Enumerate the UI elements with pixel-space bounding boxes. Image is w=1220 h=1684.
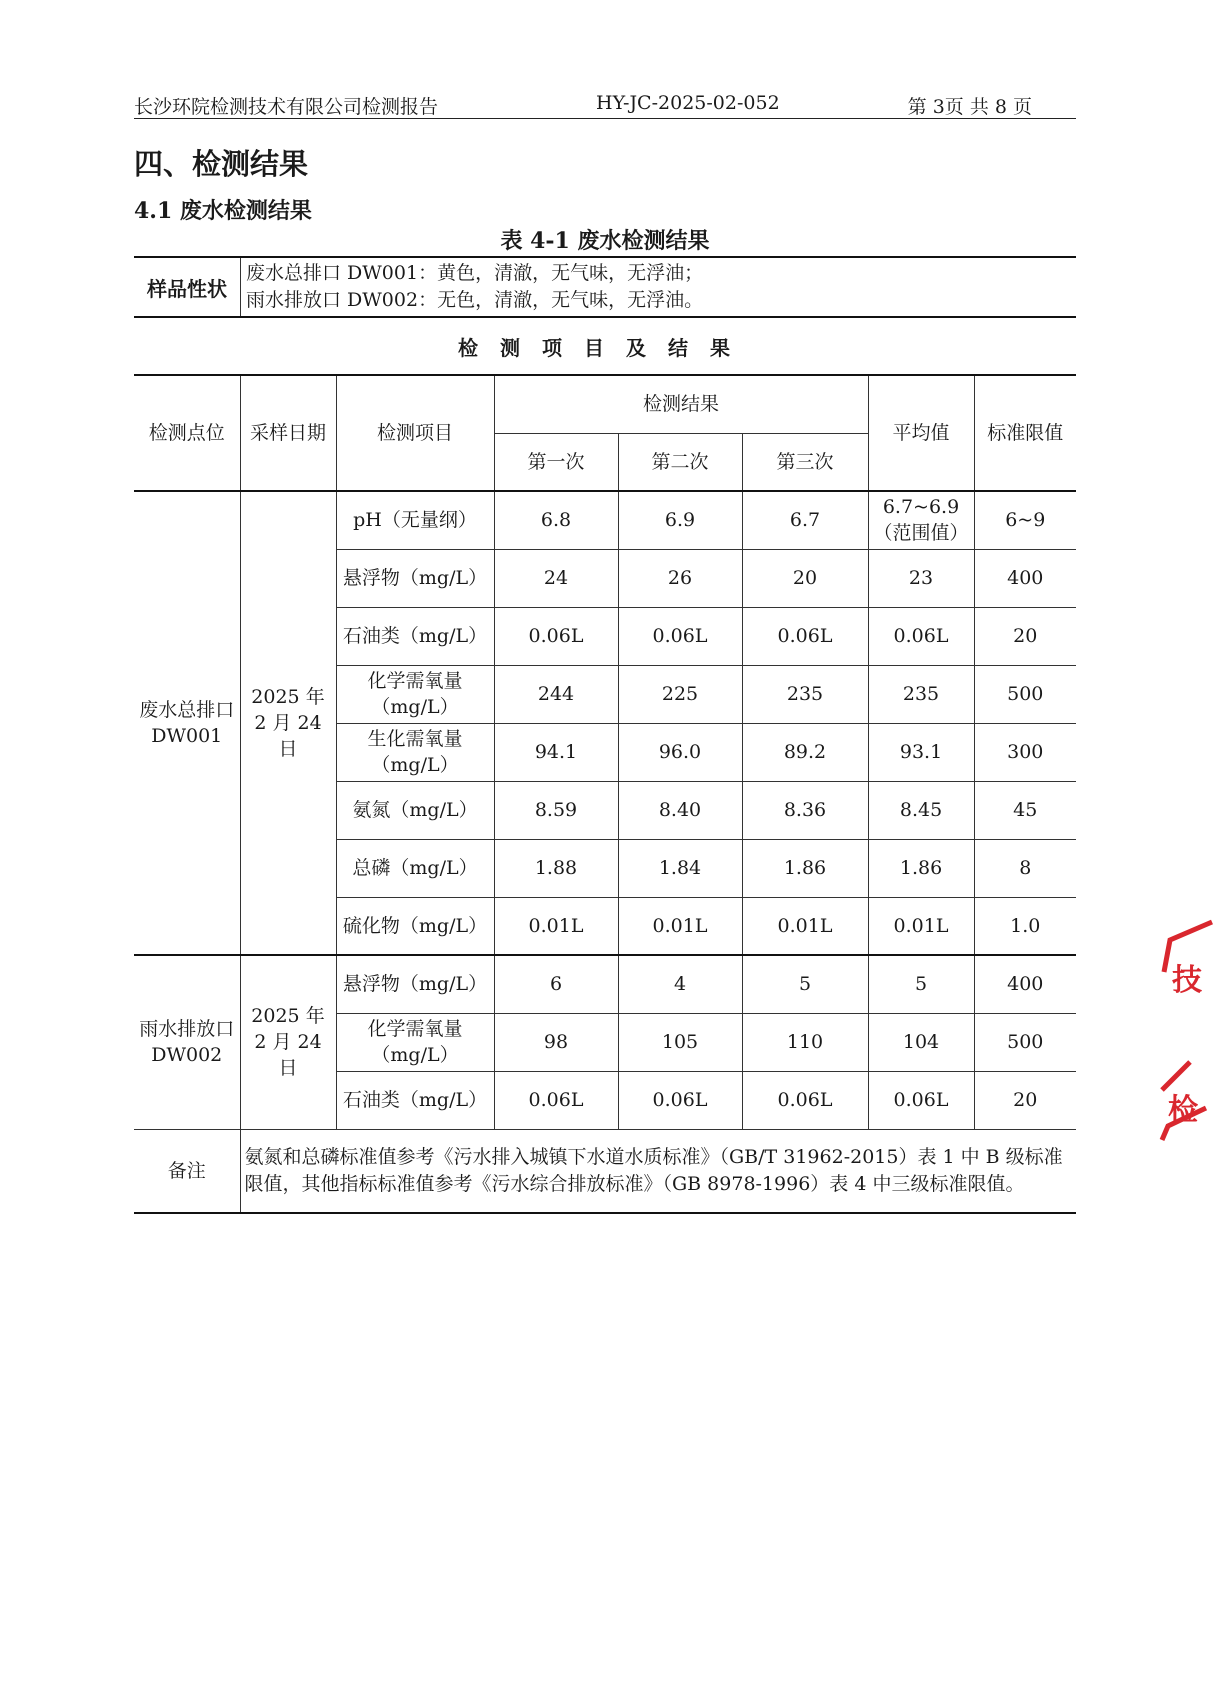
average-cell: 1.86 bbox=[868, 839, 974, 897]
result-third-cell: 8.36 bbox=[742, 781, 868, 839]
subsection-title: 4.1 废水检测结果 bbox=[134, 198, 312, 224]
sample-line-dw002: 雨水排放口 DW002：无色，清澈，无气味，无浮油。 bbox=[246, 289, 704, 311]
col-results-group: 检测结果 bbox=[494, 375, 868, 433]
average-cell: 0.06L bbox=[868, 1071, 974, 1129]
result-first-cell: 0.06L bbox=[494, 1071, 618, 1129]
result-third-cell: 0.01L bbox=[742, 897, 868, 955]
page-header bbox=[134, 92, 1076, 119]
result-third-cell: 6.7 bbox=[742, 491, 868, 549]
average-cell: 235 bbox=[868, 665, 974, 723]
result-second-cell: 6.9 bbox=[618, 491, 742, 549]
report-code: HY-JC-2025-02-052 bbox=[596, 92, 780, 114]
result-third-cell: 235 bbox=[742, 665, 868, 723]
result-first-cell: 8.59 bbox=[494, 781, 618, 839]
result-second-cell: 26 bbox=[618, 549, 742, 607]
col-average: 平均值 bbox=[868, 375, 974, 491]
result-first-cell: 1.88 bbox=[494, 839, 618, 897]
limit-cell: 300 bbox=[974, 723, 1076, 781]
svg-text:技: 技 bbox=[1172, 963, 1202, 998]
result-third-cell: 20 bbox=[742, 549, 868, 607]
col-date: 采样日期 bbox=[240, 375, 336, 491]
section-title: 四、检测结果 bbox=[134, 147, 309, 181]
average-cell: 104 bbox=[868, 1013, 974, 1071]
result-second-cell: 96.0 bbox=[618, 723, 742, 781]
result-second-cell: 1.84 bbox=[618, 839, 742, 897]
date-cell: 2025 年 2 月 24 日 bbox=[240, 491, 336, 955]
result-second-cell: 0.01L bbox=[618, 897, 742, 955]
date-cell: 2025 年 2 月 24 日 bbox=[240, 955, 336, 1129]
average-cell: 6.7~6.9（范围值） bbox=[868, 491, 974, 549]
item-cell: 硫化物（mg/L） bbox=[336, 897, 494, 955]
result-second-cell: 225 bbox=[618, 665, 742, 723]
limit-cell: 45 bbox=[974, 781, 1076, 839]
result-second-cell: 4 bbox=[618, 955, 742, 1013]
result-third-cell: 110 bbox=[742, 1013, 868, 1071]
item-cell: 总磷（mg/L） bbox=[336, 839, 494, 897]
result-first-cell: 0.06L bbox=[494, 607, 618, 665]
average-cell: 93.1 bbox=[868, 723, 974, 781]
notes-text: 氨氮和总磷标准值参考《污水排入城镇下水道水质标准》（GB/T 31962-2015）表 1 中 B 级标准限值，其他指标标准值参考《污水综合排放标准》（GB 8978-1996）表 4 中三级标准限值。 bbox=[240, 1129, 1076, 1213]
col-location: 检测点位 bbox=[134, 375, 240, 491]
table-row bbox=[134, 955, 1076, 1013]
item-cell: 化学需氧量（mg/L） bbox=[336, 1013, 494, 1071]
result-second-cell: 0.06L bbox=[618, 607, 742, 665]
sample-properties-text bbox=[246, 260, 703, 314]
result-third-cell: 1.86 bbox=[742, 839, 868, 897]
items-heading: 检测项目及结果 bbox=[458, 336, 752, 360]
col-item: 检测项目 bbox=[336, 375, 494, 491]
item-cell: 化学需氧量（mg/L） bbox=[336, 665, 494, 723]
result-first-cell: 6.8 bbox=[494, 491, 618, 549]
item-cell: 悬浮物（mg/L） bbox=[336, 955, 494, 1013]
result-first-cell: 244 bbox=[494, 665, 618, 723]
col-third: 第三次 bbox=[742, 433, 868, 491]
red-seal-stamp bbox=[1160, 912, 1220, 1140]
limit-cell: 500 bbox=[974, 665, 1076, 723]
limit-cell: 1.0 bbox=[974, 897, 1076, 955]
sample-properties bbox=[134, 256, 1076, 318]
result-first-cell: 98 bbox=[494, 1013, 618, 1071]
result-second-cell: 105 bbox=[618, 1013, 742, 1071]
limit-cell: 400 bbox=[974, 549, 1076, 607]
average-cell: 0.01L bbox=[868, 897, 974, 955]
company-name: 长沙环院检测技术有限公司检测报告 bbox=[134, 96, 439, 118]
table-caption: 表 4-1 废水检测结果 bbox=[500, 228, 710, 254]
result-first-cell: 24 bbox=[494, 549, 618, 607]
limit-cell: 20 bbox=[974, 1071, 1076, 1129]
result-third-cell: 89.2 bbox=[742, 723, 868, 781]
location-cell: 废水总排口 DW001 bbox=[134, 491, 240, 955]
result-second-cell: 8.40 bbox=[618, 781, 742, 839]
item-cell: 悬浮物（mg/L） bbox=[336, 549, 494, 607]
col-second: 第二次 bbox=[618, 433, 742, 491]
item-cell: 氨氮（mg/L） bbox=[336, 781, 494, 839]
result-first-cell: 6 bbox=[494, 955, 618, 1013]
limit-cell: 20 bbox=[974, 607, 1076, 665]
limit-cell: 500 bbox=[974, 1013, 1076, 1071]
average-cell: 8.45 bbox=[868, 781, 974, 839]
result-third-cell: 5 bbox=[742, 955, 868, 1013]
col-limit: 标准限值 bbox=[974, 375, 1076, 491]
result-second-cell: 0.06L bbox=[618, 1071, 742, 1129]
notes-label: 备注 bbox=[134, 1129, 240, 1213]
limit-cell: 6~9 bbox=[974, 491, 1076, 549]
result-first-cell: 94.1 bbox=[494, 723, 618, 781]
result-third-cell: 0.06L bbox=[742, 607, 868, 665]
item-cell: 石油类（mg/L） bbox=[336, 607, 494, 665]
results-table bbox=[134, 374, 1076, 1214]
result-third-cell: 0.06L bbox=[742, 1071, 868, 1129]
result-first-cell: 0.01L bbox=[494, 897, 618, 955]
location-cell: 雨水排放口 DW002 bbox=[134, 955, 240, 1129]
average-cell: 5 bbox=[868, 955, 974, 1013]
item-cell: 石油类（mg/L） bbox=[336, 1071, 494, 1129]
sample-line-dw001: 废水总排口 DW001：黄色，清澈，无气味，无浮油； bbox=[246, 262, 704, 284]
item-cell: 生化需氧量（mg/L） bbox=[336, 723, 494, 781]
svg-text:检: 检 bbox=[1168, 1093, 1198, 1128]
col-first: 第一次 bbox=[494, 433, 618, 491]
average-cell: 23 bbox=[868, 549, 974, 607]
limit-cell: 400 bbox=[974, 955, 1076, 1013]
sample-properties-label: 样品性状 bbox=[134, 258, 241, 316]
page-number: 第 3页 共 8 页 bbox=[907, 96, 1032, 118]
limit-cell: 8 bbox=[974, 839, 1076, 897]
table-row bbox=[134, 491, 1076, 549]
average-cell: 0.06L bbox=[868, 607, 974, 665]
item-cell: pH（无量纲） bbox=[336, 491, 494, 549]
